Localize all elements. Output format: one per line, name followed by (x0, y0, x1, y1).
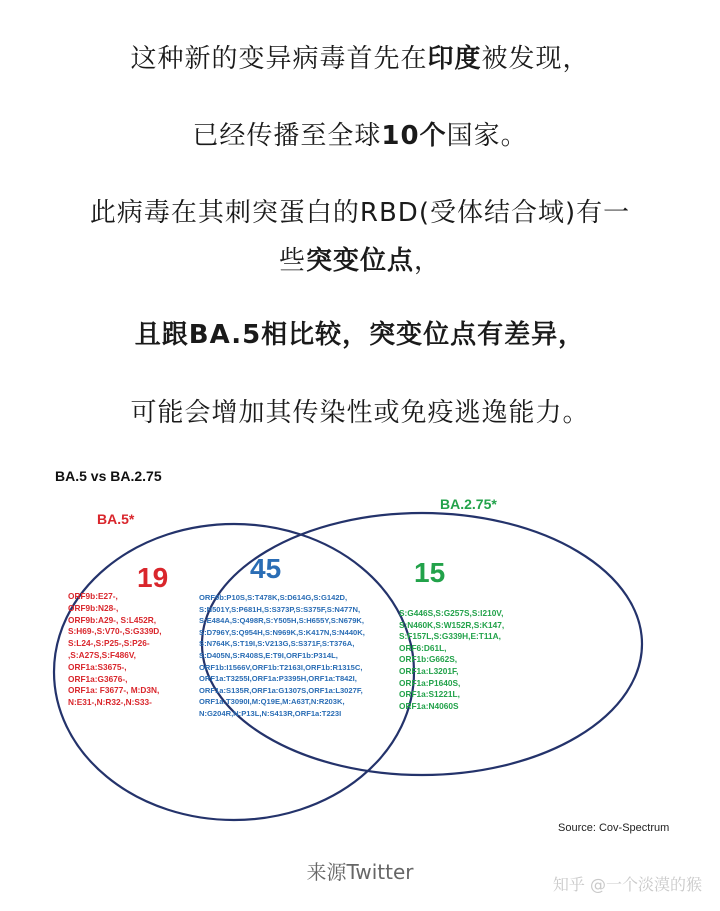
mutation-line: S:D796Y,S:Q954H,S:N969K,S:K417N,S:N440K, (199, 627, 365, 637)
mutation-line: ORF9b:E27-, (68, 591, 118, 601)
headline-line-1: 这种新的变异病毒首先在印度被发现， (130, 44, 590, 74)
mutation-line: S:N764K,S:T19I,S:V213G,S:S371F,S:T376A, (199, 639, 355, 649)
highlight-india: 印度 (427, 44, 482, 74)
headline-line-4: 些突变位点， (278, 246, 442, 276)
mutation-line: ORF1a:T3255I,ORF1a:P3395H,ORF1a:T842I, (199, 674, 357, 684)
venn-title: BA.5 vs BA.2.75 (55, 468, 162, 484)
mutation-line: ORF1a:L3201F, (399, 665, 459, 676)
mutation-line: S:F157L,S:G339H,E:T11A, (399, 631, 501, 642)
mutation-line: ORF9b:A29-, S:L452R, (68, 614, 157, 625)
count-ba275-only: 15 (414, 557, 446, 588)
mutation-list-ba275-only (399, 608, 504, 712)
watermark: 知乎 @一个淡漠的猴 (552, 875, 702, 894)
mutation-line: ORF1b:G662S, (399, 654, 458, 665)
mutation-line: ORF1a: F3677-, M:D3N, (68, 685, 160, 696)
mutation-line: ORF9b:N28-, (68, 602, 119, 613)
highlight-country-count: 10个 (381, 121, 447, 151)
mutation-line: ORF9b:P10S,S:T478K,S:D614G,S:G142D, (199, 593, 348, 602)
mutation-line: ORF1a:N4060S (399, 700, 459, 711)
mutation-line: S:N501Y,S:P681H,S:S373P,S:S375F,S:N477N, (199, 604, 361, 614)
mutation-line: ORF1a:S3675-, (68, 661, 127, 672)
mutation-line: S:D405N,S:R408S,E:T9I,ORF1b:P314L, (199, 650, 338, 660)
mutation-list-shared (199, 592, 365, 720)
headline-line-6: 可能会增加其传染性或免疫逃逸能力。 (130, 398, 590, 428)
count-shared: 45 (250, 553, 282, 584)
mutation-line: S:N460K,S:W152R,S:K147, (399, 619, 505, 630)
count-ba5-only: 19 (137, 562, 169, 593)
mutation-line: S:L24-,S:P25-,S:P26- (68, 638, 150, 649)
mutation-line: N:G204R,N:P13L,N:S413R,ORF1a:T223I (199, 708, 342, 718)
mutation-line: S:E484A,S:Q498R,S:Y505H,S:H655Y,S:N679K, (199, 616, 365, 626)
mutation-line: ORF1a:T3090I,M:Q19E,M:A63T,N:R203K, (199, 697, 345, 707)
mutation-line: ,S:A27S,S:F486V, (68, 649, 136, 660)
mutation-line: ORF1b:I1566V,ORF1b:T2163I,ORF1b:R1315C, (199, 662, 363, 672)
headline-line-2: 已经传播至全球10个国家。 (192, 121, 528, 151)
headline-line-3: 此病毒在其刺突蛋白的RBD(受体结合域)有一 (89, 198, 631, 228)
mutation-line: S:G446S,S:G257S,S:I210V, (399, 608, 504, 618)
mutation-line: N:E31-,N:R32-,N:S33- (68, 697, 152, 708)
set-label-ba5: BA.5* (97, 511, 135, 527)
mutation-line: ORF1a:G3676-, (68, 673, 128, 684)
mutation-line: S:H69-,S:V70-,S:G339D, (68, 626, 162, 637)
mutation-list-ba5-only (68, 591, 162, 709)
headline-line-5: 且跟BA.5相比较，突变位点有差异， (134, 320, 586, 350)
set-label-ba275: BA.2.75* (440, 496, 497, 512)
source-note: Source: Cov-Spectrum (558, 822, 670, 834)
mutation-line: ORF1a:P1640S, (399, 677, 461, 688)
mutation-line: ORF1a:S135R,ORF1a:G1307S,ORF1a:L3027F, (199, 685, 363, 695)
mutation-line: ORF6:D61L, (399, 642, 447, 653)
mutation-line: ORF1a:S1221L, (399, 689, 460, 700)
highlight-mutation-sites: 突变位点 (305, 246, 414, 276)
caption: 来源Twitter (306, 860, 414, 884)
